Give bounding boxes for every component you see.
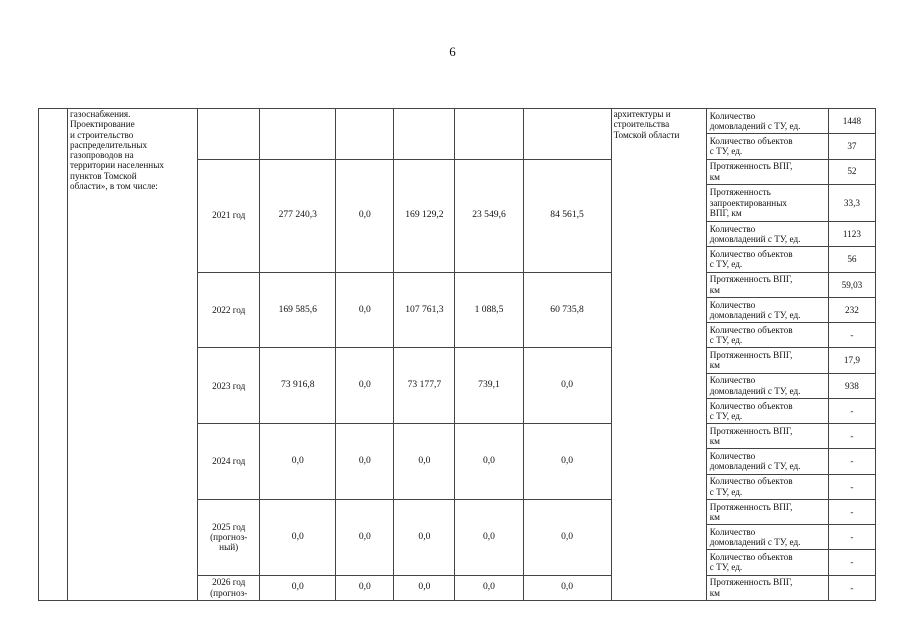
extrabudget-cell: 84 561,5 bbox=[523, 159, 611, 272]
indicator-name: Количество домовладений с ТУ, ед. bbox=[706, 373, 828, 398]
year-cell: 2024 год bbox=[198, 424, 260, 500]
local-cell: 0,0 bbox=[455, 575, 523, 600]
indicator-value: 52 bbox=[828, 159, 875, 184]
local-cell: 0,0 bbox=[455, 499, 523, 575]
program-name-cell: газоснабжения. Проектирование и строительство распределительных газопроводов на территории населенных пунктов Томской области», в том числе: bbox=[68, 109, 198, 601]
indicator-value: 1123 bbox=[828, 222, 875, 247]
indicator-name: Протяженность ВПГ, км bbox=[706, 348, 828, 373]
indicator-value: 56 bbox=[828, 247, 875, 272]
indicator-value: - bbox=[828, 550, 875, 575]
page-number: 6 bbox=[449, 44, 456, 59]
extrabudget-cell: 0,0 bbox=[523, 499, 611, 575]
year-cell bbox=[198, 109, 260, 160]
total-cell: 0,0 bbox=[260, 424, 336, 500]
program-table bbox=[38, 108, 876, 601]
indicator-value: - bbox=[828, 499, 875, 524]
indicator-value: - bbox=[828, 424, 875, 449]
indicator-name: Количество объектов с ТУ, ед. bbox=[706, 474, 828, 499]
indicator-name: Протяженность ВПГ, км bbox=[706, 159, 828, 184]
total-cell: 0,0 bbox=[260, 575, 336, 600]
number-cell bbox=[39, 109, 68, 601]
federal-cell: 0,0 bbox=[336, 159, 394, 272]
year-cell: 2021 год bbox=[198, 159, 260, 272]
indicator-value: 1448 bbox=[828, 109, 875, 134]
indicator-name: Протяженность запроектированных ВПГ, км bbox=[706, 184, 828, 221]
indicator-name: Количество объектов с ТУ, ед. bbox=[706, 398, 828, 423]
indicator-name: Количество объектов с ТУ, ед. bbox=[706, 550, 828, 575]
regional-cell: 0,0 bbox=[394, 499, 455, 575]
regional-cell: 107 761,3 bbox=[394, 272, 455, 348]
indicator-name: Количество домовладений с ТУ, ед. bbox=[706, 525, 828, 550]
federal-cell: 0,0 bbox=[336, 575, 394, 600]
indicator-value: - bbox=[828, 474, 875, 499]
local-cell: 0,0 bbox=[455, 424, 523, 500]
indicator-name: Протяженность ВПГ, км bbox=[706, 575, 828, 600]
year-cell: 2026 год (прогноз- bbox=[198, 575, 260, 600]
indicator-value: 33,3 bbox=[828, 184, 875, 221]
regional-cell: 169 129,2 bbox=[394, 159, 455, 272]
extrabudget-cell: 60 735,8 bbox=[523, 272, 611, 348]
extrabudget-cell: 0,0 bbox=[523, 575, 611, 600]
indicator-value: 938 bbox=[828, 373, 875, 398]
executor-cell: архитектуры и строительства Томской области bbox=[611, 109, 706, 601]
total-cell: 169 585,6 bbox=[260, 272, 336, 348]
indicator-name: Количество домовладений с ТУ, ед. bbox=[706, 109, 828, 134]
regional-cell bbox=[394, 109, 455, 160]
federal-cell: 0,0 bbox=[336, 272, 394, 348]
year-cell: 2025 год (прогноз- ный) bbox=[198, 499, 260, 575]
indicator-name: Количество домовладений с ТУ, ед. bbox=[706, 449, 828, 474]
local-cell: 23 549,6 bbox=[455, 159, 523, 272]
federal-cell: 0,0 bbox=[336, 424, 394, 500]
indicator-value: - bbox=[828, 398, 875, 423]
indicator-value: - bbox=[828, 323, 875, 348]
indicator-name: Количество объектов с ТУ, ед. bbox=[706, 134, 828, 159]
indicator-name: Протяженность ВПГ, км bbox=[706, 499, 828, 524]
total-cell: 277 240,3 bbox=[260, 159, 336, 272]
indicator-name: Протяженность ВПГ, км bbox=[706, 272, 828, 297]
federal-cell: 0,0 bbox=[336, 348, 394, 424]
federal-cell: 0,0 bbox=[336, 499, 394, 575]
federal-cell bbox=[336, 109, 394, 160]
indicator-name: Протяженность ВПГ, км bbox=[706, 424, 828, 449]
indicator-value: - bbox=[828, 449, 875, 474]
extrabudget-cell: 0,0 bbox=[523, 424, 611, 500]
year-cell: 2022 год bbox=[198, 272, 260, 348]
indicator-name: Количество домовладений с ТУ, ед. bbox=[706, 297, 828, 322]
total-cell bbox=[260, 109, 336, 160]
extrabudget-cell: 0,0 bbox=[523, 348, 611, 424]
indicator-value: 59,03 bbox=[828, 272, 875, 297]
indicator-name: Количество объектов с ТУ, ед. bbox=[706, 323, 828, 348]
indicator-value: 37 bbox=[828, 134, 875, 159]
indicator-name: Количество домовладений с ТУ, ед. bbox=[706, 222, 828, 247]
local-cell: 1 088,5 bbox=[455, 272, 523, 348]
regional-cell: 0,0 bbox=[394, 424, 455, 500]
total-cell: 0,0 bbox=[260, 499, 336, 575]
local-cell: 739,1 bbox=[455, 348, 523, 424]
indicator-value: 17,9 bbox=[828, 348, 875, 373]
indicator-name: Количество объектов с ТУ, ед. bbox=[706, 247, 828, 272]
indicator-value: 232 bbox=[828, 297, 875, 322]
local-cell bbox=[455, 109, 523, 160]
indicator-value: - bbox=[828, 525, 875, 550]
table-row bbox=[39, 109, 876, 134]
total-cell: 73 916,8 bbox=[260, 348, 336, 424]
indicator-value: - bbox=[828, 575, 875, 600]
extrabudget-cell bbox=[523, 109, 611, 160]
regional-cell: 0,0 bbox=[394, 575, 455, 600]
year-cell: 2023 год bbox=[198, 348, 260, 424]
regional-cell: 73 177,7 bbox=[394, 348, 455, 424]
